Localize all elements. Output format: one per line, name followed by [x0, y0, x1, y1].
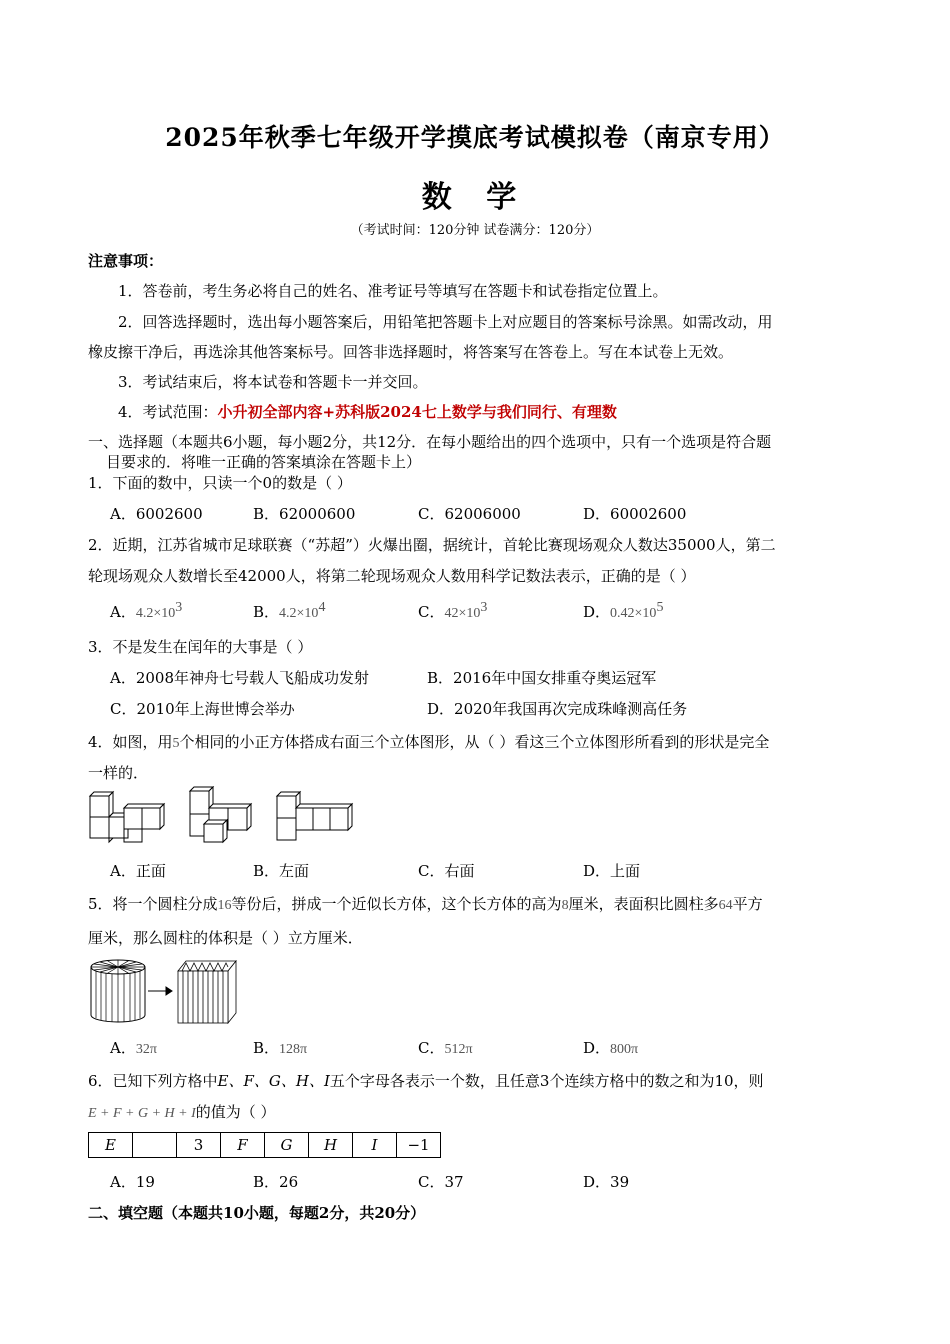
- cube-figure-2: [190, 787, 251, 842]
- cuboid: [178, 961, 236, 1023]
- grid-cell: F: [221, 1133, 265, 1158]
- q2-option-a: A．$4.2\times 10^3$: [110, 600, 183, 621]
- scope-label: 4．考试范围：: [118, 403, 218, 421]
- q5-option-c: C．512π: [418, 1039, 473, 1057]
- q4-option-a: A．正面: [110, 862, 166, 880]
- exam-info: （考试时间：120分钟 试卷满分：120分）: [350, 223, 600, 238]
- q5-option-a: A．32π: [110, 1039, 157, 1057]
- subject-title: 数 学: [421, 180, 529, 215]
- q6-stem-cont: E + F + G + H + I的值为（ ）: [88, 1103, 276, 1121]
- grid-cell: I: [353, 1133, 397, 1158]
- q5-stem-cont: 厘米，那么圆柱的体积是（ ）立方厘米．: [88, 929, 363, 947]
- q3-stem: 3．不是发生在闰年的大事是（ ）: [88, 638, 313, 656]
- q6-option-d: D．39: [583, 1173, 630, 1191]
- q1-option-b: B．62000600: [253, 505, 356, 523]
- notice-item-4: [118, 401, 617, 422]
- q5-cylinder-figure: [86, 955, 246, 1025]
- q4-stem-cont: 一样的．: [88, 764, 149, 782]
- section1-heading: 一、选择题（本题共6小题，每小题2分，共12分．在每小题给出的四个选项中，只有一个选项是符合题: [88, 433, 772, 451]
- q1-option-d: D．60002600: [583, 505, 687, 523]
- q6-option-b: B．26: [253, 1173, 299, 1191]
- grid-cell: −1: [397, 1133, 441, 1158]
- q4-cubes-figure: [86, 786, 358, 844]
- q1-option-c: C．62006000: [418, 505, 521, 523]
- q6-option-c: C．37: [418, 1173, 464, 1191]
- q6-number-grid: [88, 1132, 441, 1158]
- q2-option-c: C．$42\times 10^3$: [418, 600, 488, 621]
- q4-option-c: C．右面: [418, 862, 475, 880]
- q2-stem: 2．近期，江苏省城市足球联赛（“苏超”）火爆出圈，据统计，首轮比赛现场观众人数达35000人，第二: [88, 536, 776, 554]
- q1-option-a: A．6002600: [110, 505, 203, 523]
- notice-title: 注意事项：: [88, 252, 164, 270]
- q2-option-b: B．$4.2\times 10^4$: [253, 600, 326, 621]
- q4-option-d: D．上面: [583, 862, 641, 880]
- grid-cell: H: [309, 1133, 353, 1158]
- q3-option-b: B．2016年中国女排重夺奥运冠军: [427, 669, 657, 687]
- notice-item-1: 1．答卷前，考生务必将自己的姓名、准考证号等填写在答题卡和试卷指定位置上。: [118, 282, 668, 300]
- arrow-icon: [148, 987, 172, 995]
- q3-option-c: C．2010年上海世博会举办: [110, 700, 295, 718]
- q6-stem: 6．已知下列方格中E、F、G、H、I五个字母各表示一个数，且任意3个连续方格中的数之和为10，则: [88, 1072, 764, 1090]
- grid-cell: G: [265, 1133, 309, 1158]
- cylinder: [91, 960, 145, 1022]
- grid-cell: [133, 1133, 177, 1158]
- notice-item-2-cont: 橡皮擦干净后，再选涂其他答案标号。回答非选择题时，将答案写在答卷上。写在本试卷上无效。: [88, 343, 734, 361]
- q3-option-a: A．2008年神舟七号载人飞船成功发射: [110, 669, 370, 687]
- notice-item-3: 3．考试结束后，将本试卷和答题卡一并交回。: [118, 373, 428, 391]
- grid-cell: 3: [177, 1133, 221, 1158]
- scope-value: 小升初全部内容+苏科版2024七上数学与我们同行、有理数: [217, 403, 617, 421]
- q3-option-d: D．2020年我国再次完成珠峰测高任务: [427, 700, 688, 718]
- cube-figure-1: [90, 792, 164, 842]
- grid-cell: E: [89, 1133, 133, 1158]
- q5-option-d: D．800π: [583, 1039, 639, 1057]
- section1-heading-cont: 目要求的．将唯一正确的答案填涂在答题卡上）: [106, 453, 422, 471]
- q2-stem-cont: 轮现场观众人数增长至42000人，将第二轮现场观众人数用科学记数法表示，正确的是（ ）: [88, 567, 696, 585]
- q5-stem: 5．将一个圆柱分成16等份后，拼成一个近似长方体，这个长方体的高为8厘米，表面积比圆柱多64平方: [88, 895, 763, 913]
- q6-option-a: A．19: [110, 1173, 155, 1191]
- q5-option-b: B．128π: [253, 1039, 308, 1057]
- q2-option-d: D．$0.42\times 10^5$: [583, 600, 664, 621]
- q1-stem: 1．下面的数中，只读一个0的数是（ ）: [88, 474, 352, 492]
- section2-heading: 二、填空题（本题共10小题，每题2分，共20分）: [88, 1204, 426, 1222]
- q4-stem: 4．如图，用5个相同的小正方体搭成右面三个立体图形，从（ ）看这三个立体图形所看到的形状是完全: [88, 733, 770, 751]
- cube-figure-3: [277, 792, 352, 840]
- page-title: 2025年秋季七年级开学摸底考试模拟卷（南京专用）: [165, 123, 785, 152]
- notice-item-2: 2．回答选择题时，选出每小题答案后，用铅笔把答题卡上对应题目的答案标号涂黑。如需改动，用: [118, 313, 773, 331]
- q4-option-b: B．左面: [253, 862, 310, 880]
